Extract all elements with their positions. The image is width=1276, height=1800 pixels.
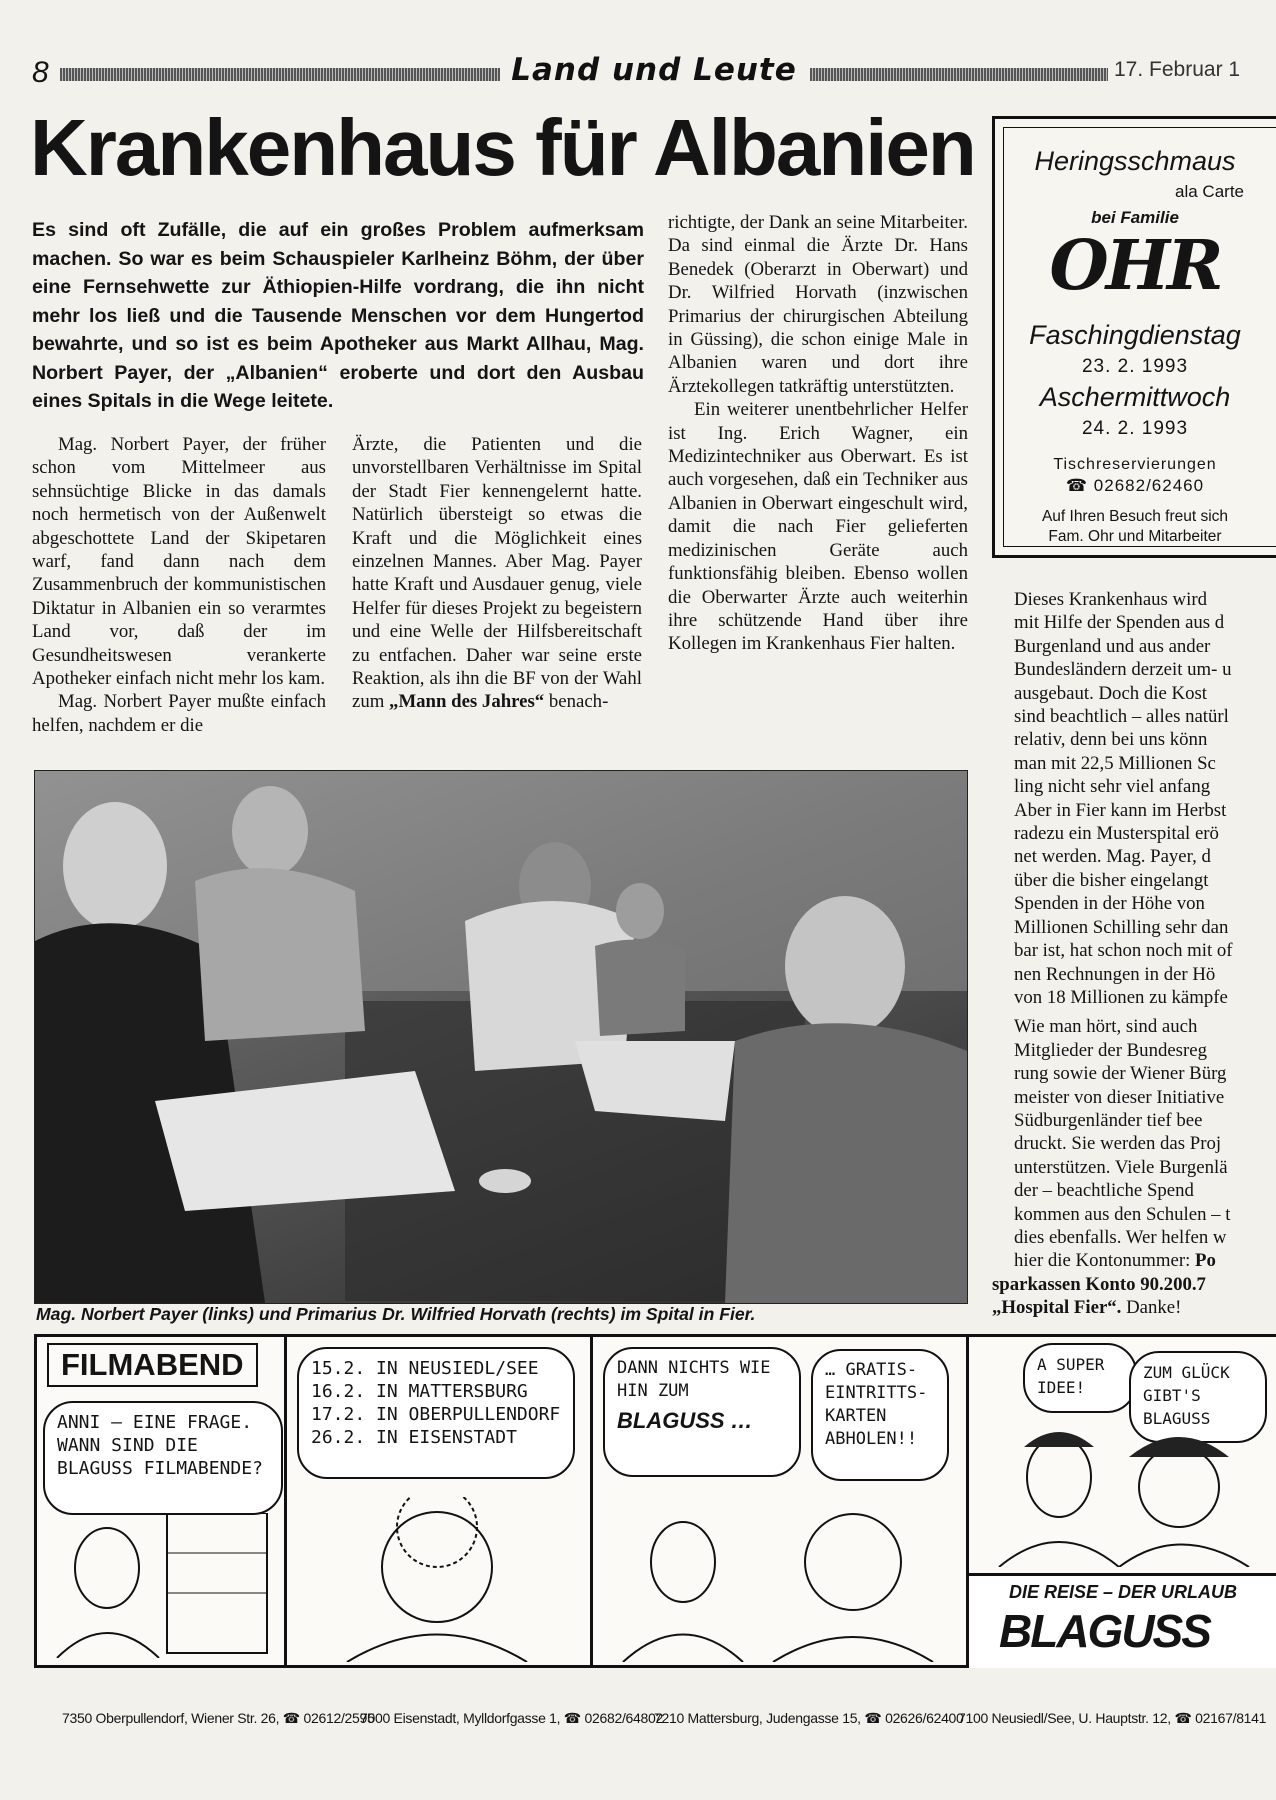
comic-panel-2 xyxy=(284,1334,594,1668)
column-line: hier die Kontonummer: Po xyxy=(1014,1250,1216,1272)
article-lead: Es sind oft Zufälle, die auf ein großes Problem aufmerksam machen. So war es beim Schauspieler Karlheinz Böhm, der über eine Fernsehwette zur Äthiopien-Hilfe vordrang, die ihn nicht mehr los ließ und die Tausende Menschen vor dem Hungertod bewahrte, und so ist es beim Apotheker aus Markt Allhau, Mag. Norbert Payer, der „Albanien“ eroberte und dort den Ausbau eines Spitals in die Wege leitete. xyxy=(32,219,644,412)
paragraph: richtigte, der Dank an seine Mitarbeiter. Da sind einmal die Ärzte Dr. Hans Benedek (Oberarzt in Oberwart) und Dr. Wilfried Horvath (inzwischen Primarius der chirurgischen Abteilung in Güssing), die schon einige Male in Albanien waren und dort ihre Ärztekollegen tatkräftig unterstützten. xyxy=(668,212,968,397)
column-line: der – beachtliche Spend xyxy=(1014,1180,1194,1202)
speech-bubble-5: A SUPER IDEE! xyxy=(1023,1343,1137,1413)
column-line: kommen aus den Schulen – t xyxy=(1014,1203,1231,1225)
paragraph: Mag. Norbert Payer, der früher schon vom Mittelmeer aus sehnsüchtige Blicke in das damals noch hermetisch von der Außenwelt abgeschottete Land der Skipetaren warf, fand dann nach dem Zusammenbruch der kommunistischen Diktatur in Albanien ein so verarmtes Land vor, daß der im Gesundheitswesen verankerte Apotheker einfach nicht mehr los kam. xyxy=(32,434,326,690)
ad-date-2: 24. 2. 1993 xyxy=(1081,418,1189,439)
column-line: Dieses Krankenhaus wird xyxy=(1014,589,1207,610)
column-line: ling nicht sehr viel anfang xyxy=(1014,776,1211,798)
column-line: meister von dieser Initiative xyxy=(1014,1086,1225,1108)
ad-date-1: 23. 2. 1993 xyxy=(1081,356,1189,377)
article-column-4 xyxy=(992,588,1276,1320)
cartoon-man-icon xyxy=(47,1513,275,1658)
address-eisenstadt: 7000 Eisenstadt, Mylldorfgasse 1, ☎ 02682/64802 xyxy=(360,1710,663,1726)
column-line: druckt. Sie werden das Proj xyxy=(1014,1133,1222,1155)
speech-bubble-6: ZUM GLÜCK GIBT'S BLAGUSS xyxy=(1129,1351,1267,1443)
section-logo: Land und Leute xyxy=(511,52,797,88)
speech-bubble-4: … GRATIS-EINTRITTS-KARTEN ABHOLEN!! xyxy=(811,1349,949,1481)
article-column-3 xyxy=(668,211,968,656)
address-neusiedl: 7100 Neusiedl/See, U. Hauptstr. 12, ☎ 02167/8141 xyxy=(958,1710,1267,1726)
column-line: Millionen Schilling sehr dan xyxy=(1014,916,1229,938)
column-line: nen Rechnungen in der Hö xyxy=(1014,963,1216,985)
column-line: ausgebaut. Doch die Kost xyxy=(1014,682,1207,704)
column-line: bar ist, hat schon noch mit of xyxy=(1014,940,1233,962)
article-photo xyxy=(34,770,968,1304)
ad-phone: ☎ 02682/62460 xyxy=(1065,476,1205,495)
ad-subheading: ala Carte xyxy=(1175,182,1244,201)
header-rule-right xyxy=(810,68,1108,81)
photo-figures xyxy=(35,771,967,1303)
column-line: Burgenland und aus ander xyxy=(1014,635,1211,657)
cartoon-woman-icon xyxy=(327,1497,547,1662)
column-line: man mit 22,5 Millionen Sc xyxy=(1014,752,1216,774)
blaguss-logo: BLAGUSS xyxy=(999,1605,1210,1657)
column-line: Mitglieder der Bundesreg xyxy=(1014,1039,1207,1061)
column-line: Bundesländern derzeit um- u xyxy=(1014,659,1232,681)
account-name: „Hospital Fier“. xyxy=(992,1297,1122,1319)
ad-event-1: Faschingdienstag xyxy=(1029,320,1241,350)
column-line: über die bisher eingelangt xyxy=(1014,869,1209,891)
address-mattersburg: 7210 Mattersburg, Judengasse 15, ☎ 02626/62400 xyxy=(654,1710,964,1726)
ad-heading: Heringsschmaus xyxy=(1034,146,1236,176)
paragraph: Ein weiterer unentbehrlicher Helfer ist Ing. Erich Wagner, ein Medizintechniker aus Oberwart. Es ist auch vorgesehen, daß ein Techniker aus Albanien in Oberwart eingeschult wird, damit die nach Fier gelieferten medizinischen Geräte auch funktionsfähig bleiben. Ebenso wollen die Oberwarter Ärzte auch weiterhin ihre schützende Hand über ihre Kollegen im Krankenhaus Fier halten. xyxy=(668,399,968,655)
comic-panel-1 xyxy=(34,1334,288,1668)
column-line: Aber in Fier kann im Herbst xyxy=(1014,799,1227,821)
address-oberpullendorf: 7350 Oberpullendorf, Wiener Str. 26, ☎ 02612/2595 xyxy=(62,1710,375,1726)
ad-event-2: Aschermittwoch xyxy=(1039,382,1231,412)
photo-caption: Mag. Norbert Payer (links) und Primarius Dr. Wilfried Horvath (rechts) im Spital in Fier. xyxy=(36,1304,756,1324)
column-line: relativ, denn bei uns könn xyxy=(1014,729,1208,751)
column-line: dies ebenfalls. Wer helfen w xyxy=(1014,1226,1227,1248)
column-line: von 18 Millionen zu kämpfe xyxy=(1014,986,1228,1008)
column-line: mit Hilfe der Spenden aus d xyxy=(1014,612,1225,634)
column-line: rung sowie der Wiener Bürg xyxy=(1014,1063,1227,1085)
thanks: Danke! xyxy=(1126,1297,1182,1319)
cartoon-couple-icon xyxy=(613,1502,953,1662)
column-line: radezu ein Musterspital erö xyxy=(1014,823,1219,845)
filmabend-title: FILMABEND xyxy=(47,1343,258,1387)
ad-closing-1: Auf Ihren Besuch freut sich xyxy=(1041,508,1229,525)
paragraph: Mag. Norbert Payer mußte einfach helfen, nachdem er die xyxy=(32,691,326,736)
column-line: Spenden in der Höhe von xyxy=(1014,893,1205,915)
article-column-2 xyxy=(352,433,642,714)
column-line: Wie man hört, sind auch xyxy=(1014,1016,1198,1038)
ad-closing-2: Fam. Ohr und Mitarbeiter xyxy=(1048,528,1222,545)
comic-panel-3 xyxy=(590,1334,970,1668)
paragraph: Ärzte, die Patienten und die unvorstellbaren Verhältnisse im Spital der Stadt Fier kennengelernt hatte. Natürlich übersteigt so etwas die Kraft und die Möglichkeit eines einzelnen Mannes. Aber Mag. Payer hatte Kraft und Ausdauer genug, viele Helfer für dieses Projekt zu begeistern und eine Welle der Hilfsbereitschaft zu entfachen. Daher war seine erste Reaktion, als ihn die BF von der Wahl zum „Mann des Jahres“ benach- xyxy=(352,434,642,713)
cartoon-couple-2-icon xyxy=(979,1407,1269,1567)
ohr-logo: OHR xyxy=(1049,226,1221,306)
column-line: net werden. Mag. Payer, d xyxy=(1014,846,1211,868)
header-rule-left xyxy=(60,68,500,81)
column-line: Südburgenländer tief bee xyxy=(1014,1109,1203,1131)
speech-bubble-3: DANN NICHTS WIE HIN ZUM BLAGUSS … xyxy=(603,1347,801,1477)
speech-bubble-2: 15.2. IN NEUSIEDL/SEE 16.2. IN MATTERSBURG 17.2. IN OBERPULLENDORF 26.2. IN EISENSTADT xyxy=(297,1347,575,1479)
advertisement-ohr xyxy=(992,116,1276,558)
page-number: 8 xyxy=(32,56,49,89)
blaguss-logo-box xyxy=(969,1573,1276,1668)
highlight-mann-des-jahres: „Mann des Jahres“ xyxy=(389,691,545,713)
comic-panel-4 xyxy=(966,1334,1276,1668)
ad-family-label: bei Familie xyxy=(1091,208,1179,227)
blaguss-slogan: DIE REISE – DER URLAUB xyxy=(1009,1582,1238,1602)
article-headline: Krankenhaus für Albanien xyxy=(30,103,975,192)
ad-reservation: Tischreservierungen xyxy=(1053,456,1217,473)
article-column-1 xyxy=(32,433,326,737)
column-line: sind beachtlich – alles natürl xyxy=(1014,706,1229,728)
column-line: unterstützen. Viele Burgenlä xyxy=(1014,1156,1228,1178)
account-prefix: Po xyxy=(1190,1250,1216,1272)
issue-date: 17. Februar 1 xyxy=(1114,58,1241,81)
account-number-part: sparkassen Konto 90.200.7 xyxy=(992,1273,1206,1295)
speech-bubble-1: ANNI – EINE FRAGE. WANN SIND DIE BLAGUSS FILMABENDE? xyxy=(43,1401,283,1515)
